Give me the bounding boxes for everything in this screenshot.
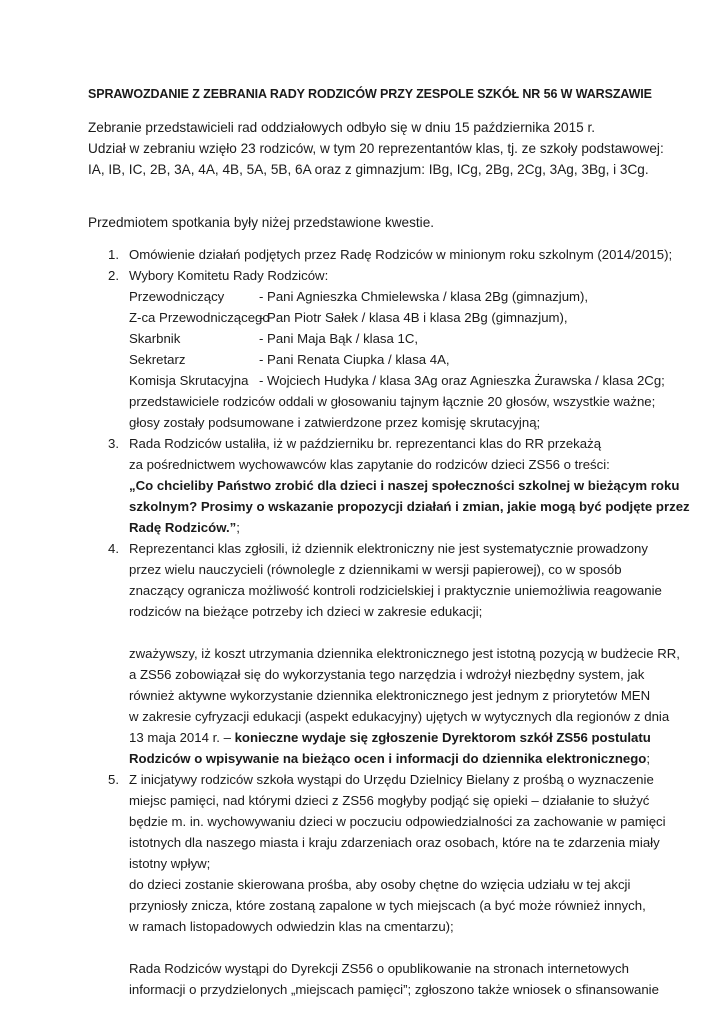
committee-role: Z-ca Przewodniczącego [129, 310, 270, 325]
topics-intro: Przedmiotem spotkania były niżej przedstawione kwestie. [88, 215, 435, 230]
committee-row [129, 286, 648, 307]
page-title: SPRAWOZDANIE Z ZEBRANIA RADY RODZICÓW PRZY ZESPOLE SZKÓŁ NR 56 W WARSZAWIE [88, 87, 652, 101]
committee-person: - Pani Renata Ciupka / klasa 4A, [259, 352, 450, 367]
agenda-item-5 [108, 769, 666, 1000]
item-number: 1. [108, 247, 119, 262]
item-text: istotnych dla naszego miasta i kraju zdarzeniach oraz osobach, które na te zdarzenia miały [129, 835, 660, 850]
committee-row [129, 349, 648, 370]
plain-text: 13 maja 2014 r. – [129, 730, 235, 745]
item-text: Omówienie działań podjętych przez Radę Rodziców w minionym roku szkolnym (2014/2015); [129, 247, 673, 262]
item-text: miejsc pamięci, nad którymi dzieci z ZS56 mogłyby podjąć się opieki – działanie to służyć [129, 793, 650, 808]
item-text: zważywszy, iż koszt utrzymania dziennika elektronicznego jest istotną pozycją w budżecie RR, [129, 646, 680, 661]
intro-line: Udział w zebraniu wzięło 23 rodziców, w tym 20 reprezentantów klas, tj. ze szkoły podstawowej: [88, 141, 664, 156]
agenda-item-1 [108, 244, 673, 265]
question-text: szkolnym? Prosimy o wskazanie propozycji działań i zmian, jakie mogą być podjęte przez [129, 499, 690, 514]
item-text: przez wielu nauczycieli (równolegle z dziennikami w wersji papierowej), co w sposób [129, 562, 622, 577]
committee-role: Przewodniczący [129, 289, 225, 304]
item-text: Reprezentanci klas zgłosili, iż dziennik elektroniczny nie jest systematycznie prowadzony [129, 541, 648, 556]
item-text: będzie m. in. wychowywaniu dzieci w poczuciu odpowiedzialności za zachowanie w pamięci [129, 814, 666, 829]
committee-row [129, 307, 648, 328]
item-number: 4. [108, 541, 119, 556]
item-number: 2. [108, 268, 119, 283]
question-tail: ; [236, 520, 240, 535]
agenda-item-2 [108, 265, 665, 433]
agenda-item-3 [108, 433, 690, 538]
agenda-list [108, 244, 690, 1000]
item-text: przyniosły znicza, które zostaną zapalone w tych miejscach (a być może również innych, [129, 898, 646, 913]
item-text: za pośrednictwem wychowawców klas zapytanie do rodziców dzieci ZS56 o treści: [129, 457, 610, 472]
question-line [129, 517, 648, 538]
item-text: w zakresie cyfryzacji edukacji (aspekt edukacyjny) ujętych w wytycznych dla regionów z dnia [129, 709, 670, 724]
committee-person: - Pan Piotr Sałek / klasa 4B i klasa 2Bg (gimnazjum), [259, 310, 568, 325]
committee-person: - Wojciech Hudyka / klasa 3Ag oraz Agnieszka Żurawska / klasa 2Cg; [259, 373, 665, 388]
intro-paragraph [88, 117, 664, 180]
paragraph-gap [129, 937, 648, 958]
committee-person: - Pani Agnieszka Chmielewska / klasa 2Bg (gimnazjum), [259, 289, 589, 304]
item-text: Wybory Komitetu Rady Rodziców: [129, 268, 329, 283]
item-text: istotny wpływ; [129, 856, 211, 871]
item-text: a ZS56 zobowiązał się do wykorzystania tego narzędzia i wdrożył niezbędny system, jak [129, 667, 645, 682]
item-text: również aktywne wykorzystanie dziennika elektronicznego jest jednym z priorytetów MEN [129, 688, 651, 703]
item-number: 3. [108, 436, 119, 451]
item-text [129, 748, 651, 769]
item-text: informacji o przydzielonych „miejscach pamięci”; zgłoszono także wniosek o sfinansowanie [129, 982, 659, 997]
question-text: „Co chcieliby Państwo zrobić dla dzieci i naszej społeczności szkolnej w bieżącym roku [129, 478, 680, 493]
bold-text: Rodziców o wpisywanie na bieżąco ocen i informacji do dziennika elektronicznego [129, 751, 647, 766]
question-line [129, 475, 680, 496]
question-text: Radę Rodziców.” [129, 520, 237, 535]
plain-text: ; [646, 751, 651, 766]
bold-text: konieczne wydaje się zgłoszenie Dyrektorom szkół ZS56 postulatu [234, 730, 651, 745]
committee-person: - Pani Maja Bąk / klasa 1C, [259, 331, 419, 346]
committee-row [129, 328, 648, 349]
question-line [129, 496, 690, 517]
item-text: do dzieci zostanie skierowana prośba, aby osoby chętne do wzięcia udziału w tej akcji [129, 877, 631, 892]
item-text: w ramach listopadowych odwiedzin klas na cmentarzu); [129, 919, 454, 934]
item-text: Rada Rodziców ustaliła, iż w październiku br. reprezentanci klas do RR przekażą [129, 436, 602, 451]
committee-row [129, 370, 665, 391]
item-text: przedstawiciele rodziców oddali w głosowaniu tajnym łącznie 20 głosów, wszystkie ważne; [129, 394, 656, 409]
committee-role: Skarbnik [129, 331, 181, 346]
item-text: rodziców na bieżące potrzeby ich dzieci w zakresie edukacji; [129, 604, 483, 619]
intro-line: Zebranie przedstawicieli rad oddziałowych odbyło się w dniu 15 października 2015 r. [88, 120, 596, 135]
item-text: głosy zostały podsumowane i zatwierdzone przez komisję skrutacyjną; [129, 415, 541, 430]
paragraph-gap [129, 622, 648, 643]
committee-role: Sekretarz [129, 352, 186, 367]
item-text: Z inicjatywy rodziców szkoła wystąpi do Urzędu Dzielnicy Bielany z prośbą o wyznaczenie [129, 772, 654, 787]
item-number: 5. [108, 772, 119, 787]
agenda-item-4 [108, 538, 680, 769]
committee-role: Komisja Skrutacyjna [129, 373, 249, 388]
item-text: znaczący ogranicza możliwość kontroli rodzicielskiej i praktycznie uniemożliwia reagowanie [129, 583, 662, 598]
item-text: Rada Rodziców wystąpi do Dyrekcji ZS56 o opublikowanie na stronach internetowych [129, 961, 629, 976]
intro-line: IA, IB, IC, 2B, 3A, 4A, 4B, 5A, 5B, 6A oraz z gimnazjum: IBg, ICg, 2Bg, 2Cg, 3Ag, 3Bg, i 3Cg. [88, 162, 649, 177]
item-text [129, 727, 651, 748]
